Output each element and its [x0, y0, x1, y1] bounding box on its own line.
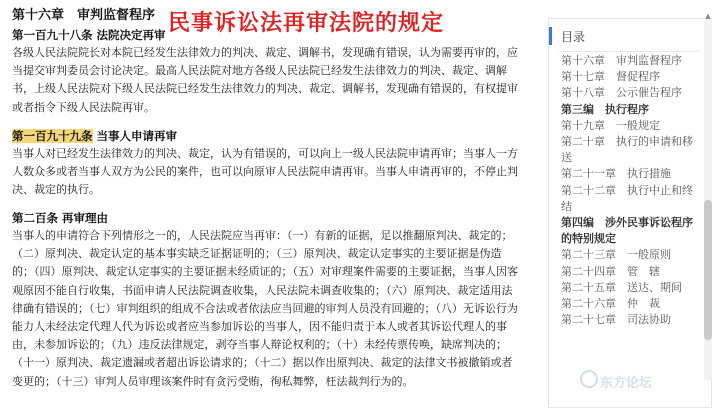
- article-198-body: 各级人民法院院长对本院已经发生法律效力的判决、裁定、调解书，发现确有错误，认为需要再审的，应当提交审判委员会讨论决定。最高人民法院对地方各级人民法院已经发生法律效力的判决、裁定、调解书，上级人民法院对下级人民法院已经发生法律效力的判决、裁定、调解书，发现确有错误的，有权提审或者指令下级人民法院再审。: [12, 46, 518, 114]
- article-200-body: 当事人的申请符合下列情形之一的，人民法院应当再审：（一）有新的证据，足以推翻原判决、裁定的；（二）原判决、裁定认定的基本事实缺乏证据证明的；（三）原判决、裁定认定事实的主要证据是伪造的；（四）原判决、裁定认定事实的主要证据未经质证的；（五）对审理案件需要的主要证据，当事人因客观原因不能自行收集，书面申请人民法院调查收集，人民法院未调查收集的；（六）原判决、裁定适用法律确有错误的；（七）审判组织的组成不合法或者依法应当回避的审判人员没有回避的；（八）无诉讼行为能力人未经法定代理人代为诉讼或者应当参加诉讼的当事人，因不能归责于本人或者其诉讼代理人的事由，未参加诉讼的；（九）违反法律规定，剥夺当事人辩论权利的；（十）未经传票传唤，缺席判决的；（十一）原判决、裁定遗漏或者超出诉讼请求的；（十二）据以作出原判决、裁定的法律文书被撤销或者变更的；（十三）审判人员审理该案件时有贪污受贿，徇私舞弊，枉法裁判行为的。: [12, 229, 518, 388]
- scrollbar-thumb[interactable]: [704, 200, 712, 340]
- watermark-logo-icon: [580, 370, 598, 388]
- toc-accent-bar: [549, 27, 552, 45]
- highlighted-article-number: 第一百九十九条: [12, 129, 93, 143]
- overlay-title: 民事诉讼法再审法院的规定: [168, 11, 445, 36]
- article-title-text: 当事人申请再审: [92, 129, 178, 143]
- toc-item[interactable]: 第二十三章 一般原则: [561, 248, 671, 262]
- toc-item[interactable]: 第二十二章 执行中止和终结: [561, 183, 693, 213]
- toc-item[interactable]: 第三编 执行程序: [561, 102, 649, 116]
- article-198-title: [12, 27, 166, 43]
- toc-item[interactable]: 第十八章 公示催告程序: [561, 86, 682, 100]
- article-199-title: [12, 128, 177, 144]
- toc-list: [561, 53, 699, 328]
- watermark: 东方论坛: [600, 376, 653, 391]
- chapter-heading: 第十六章 审判监督程序: [12, 8, 156, 23]
- toc-header: [549, 25, 699, 49]
- toc-divider: [559, 51, 699, 52]
- article-title-text: 第二百条 再审理由: [12, 211, 109, 225]
- toc-heading: 目录: [561, 30, 586, 44]
- toc-item[interactable]: 第十六章 审判监督程序: [561, 54, 682, 67]
- article-title-text: 第一百九十八条 法院决定再审: [12, 28, 166, 42]
- toc-sidebar: [548, 18, 712, 408]
- scroll-up-arrow-icon[interactable]: ▲: [705, 12, 711, 20]
- toc-item[interactable]: 第二十六章 仲 裁: [561, 297, 660, 311]
- toc-item[interactable]: 第十七章 督促程序: [561, 70, 660, 84]
- article-200-title: [12, 210, 108, 226]
- toc-item[interactable]: 第二十一章 执行措施: [561, 167, 671, 181]
- toc-item[interactable]: 第二十五章 送达、期间: [561, 280, 682, 294]
- toc-item[interactable]: 第十九章 一般规定: [561, 118, 660, 132]
- toc-item[interactable]: 第二十章 执行的申请和移送: [561, 135, 693, 165]
- article-199-body: 当事人对已经发生法律效力的判决、裁定，认为有错误的，可以向上一级人民法院申请再审；当事人一方人数众多或者当事人双方为公民的案件，也可以向原审人民法院申请再审。当事人申请再审的，不停止判决、裁定的执行。: [12, 147, 518, 197]
- toc-item[interactable]: 第二十四章 管 辖: [561, 264, 660, 278]
- toc-item[interactable]: 第二十七章 司法协助: [561, 313, 671, 327]
- toc-item[interactable]: 第四编 涉外民事诉讼程序的特别规定: [561, 216, 693, 246]
